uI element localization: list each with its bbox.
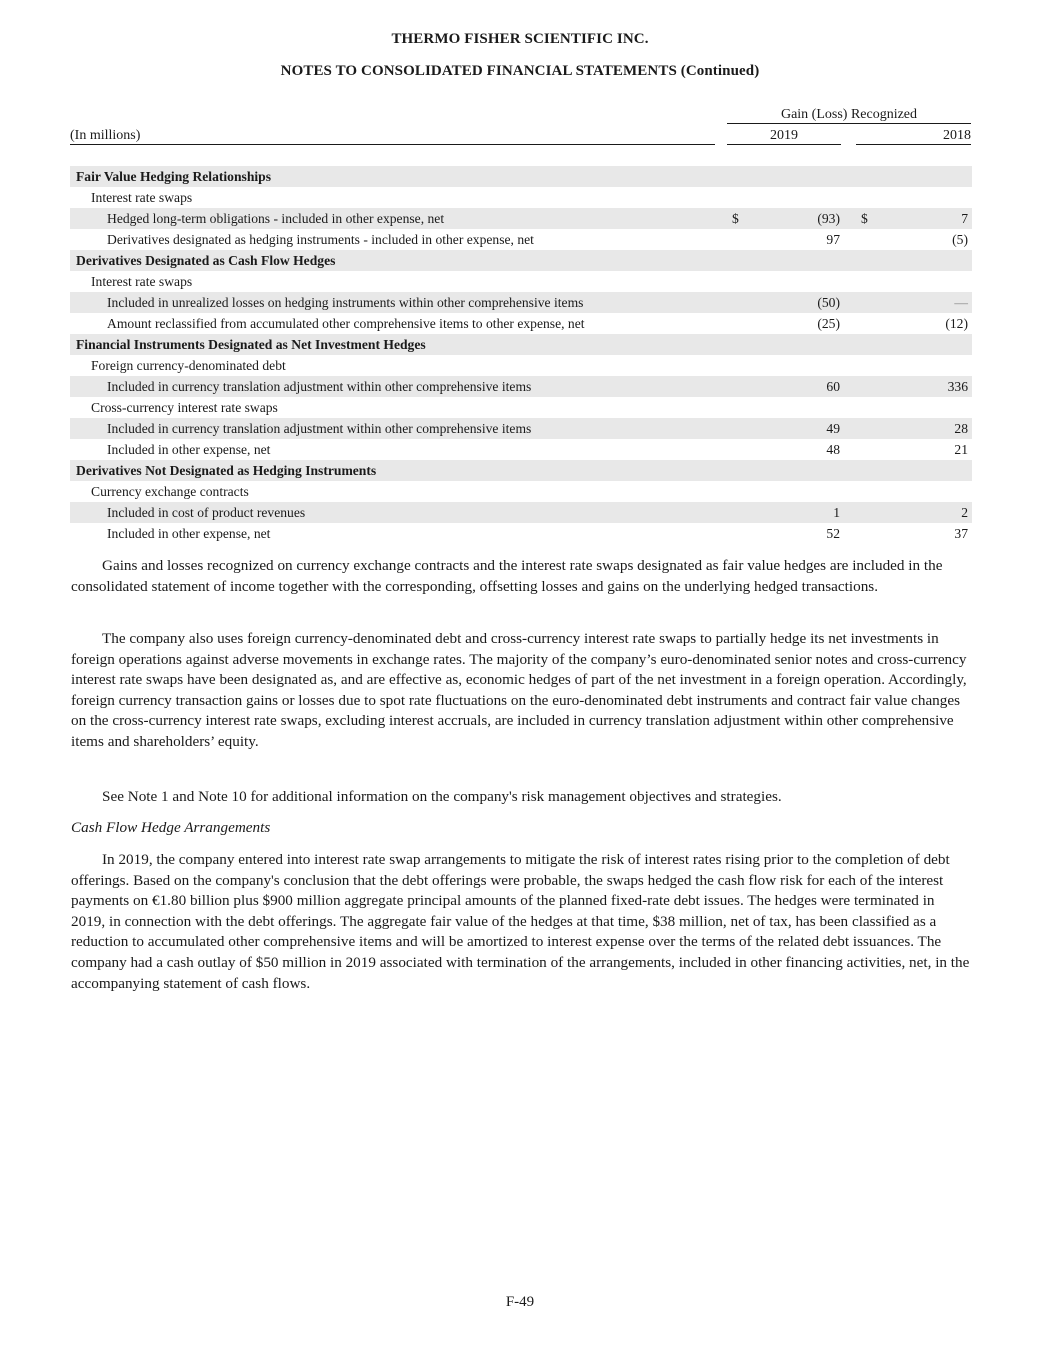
row-label: Cross-currency interest rate swaps [91, 400, 278, 415]
table-row-section [70, 166, 972, 187]
value-2018: 7 [961, 211, 968, 226]
value-2019: 49 [826, 421, 840, 436]
row-label: Included in unrealized losses on hedging instruments within other comprehensive items [107, 295, 584, 310]
table-row-group [70, 481, 972, 502]
value-2018: 336 [947, 379, 968, 394]
value-2018: 2 [961, 505, 968, 520]
paragraph-cash-flow-hedge [71, 850, 971, 994]
value-2018: 28 [954, 421, 968, 436]
row-label: Included in cost of product revenues [107, 505, 306, 520]
table-row-item [70, 292, 972, 313]
column-group-header: Gain (Loss) Recognized [727, 106, 971, 124]
paragraph-text: See Note 1 and Note 10 for additional information on the company's risk management objectives and strategies. [102, 788, 782, 805]
company-name: THERMO FISHER SCIENTIFIC INC. [391, 31, 649, 47]
value-2018: (5) [952, 232, 968, 247]
units-label: (In millions) [70, 127, 715, 145]
row-label: Derivatives Designated as Cash Flow Hedges [76, 253, 336, 268]
value-2018: 21 [954, 442, 968, 457]
currency-symbol-2019: $ [732, 211, 739, 226]
row-label: Included in other expense, net [107, 442, 271, 457]
row-label: Hedged long-term obligations - included in other expense, net [107, 211, 445, 226]
paragraph-text: In 2019, the company entered into interest rate swap arrangements to mitigate the risk of interest rates rising prior to the completion of debt offerings. Based on the company's conclusion that the debt offerings were probable, the swaps hedged the cash flow risk for each of the interest payments on €1.80 billion plus $900 million aggregate principal amounts of the planned fixed-rate debt issues. The hedges were terminated in 2019, in connection with the debt offerings. The aggregate fair value of the hedges at that time, $38 million, net of tax, has been classified as a reduction to accumulated other comprehensive items and will be amortized to interest expense over the terms of the related debt issuances. The company had a cash outlay of $50 million in 2019 associated with termination of the arrangements, included in other financing activities, net, in the accompanying statement of cash flows. [71, 851, 970, 992]
table-row-group [70, 355, 972, 376]
table-row-item [70, 208, 972, 229]
row-label: Included in other expense, net [107, 526, 271, 541]
value-2018: — [954, 295, 968, 310]
table-row-section [70, 460, 972, 481]
heading-text: Cash Flow Hedge Arrangements [71, 819, 271, 836]
value-2019: 97 [826, 232, 840, 247]
row-label: Financial Instruments Designated as Net Investment Hedges [76, 337, 426, 352]
value-2018: 37 [954, 526, 968, 541]
column-header-2019: 2019 [727, 127, 841, 145]
paragraph-net-investment-hedges [71, 629, 971, 753]
table-row-group [70, 271, 972, 292]
row-label: Derivatives designated as hedging instruments - included in other expense, net [107, 232, 534, 247]
value-2018: (12) [945, 316, 968, 331]
paragraph-see-note [71, 787, 971, 808]
row-label: Fair Value Hedging Relationships [76, 169, 272, 184]
row-label: Currency exchange contracts [91, 484, 249, 499]
table-row-section [70, 250, 972, 271]
paragraph-gains-losses [71, 556, 971, 597]
table-row-group [70, 397, 972, 418]
column-header-2018: 2018 [856, 127, 971, 145]
currency-symbol-2018: $ [861, 211, 868, 226]
table-row-item [70, 313, 972, 334]
table-body [70, 166, 972, 544]
value-2019: (50) [817, 295, 840, 310]
table-row-item [70, 418, 972, 439]
section-heading-cash-flow-hedge [71, 818, 971, 839]
row-label: Interest rate swaps [91, 190, 193, 205]
row-label: Derivatives Not Designated as Hedging Instruments [76, 463, 377, 478]
table-row-item [70, 439, 972, 460]
value-2019: 1 [833, 505, 840, 520]
table-row-group [70, 187, 972, 208]
table-row-item [70, 523, 972, 544]
table-row-item [70, 376, 972, 397]
value-2019: 52 [826, 526, 840, 541]
row-label: Included in currency translation adjustment within other comprehensive items [107, 379, 532, 394]
value-2019: 60 [826, 379, 840, 394]
row-label: Included in currency translation adjustment within other comprehensive items [107, 421, 532, 436]
paragraph-text: The company also uses foreign currency-denominated debt and cross-currency interest rate swaps to partially hedge its net investments in foreign operations against adverse movements in exchange rates. The majority of the company’s euro-denominated senior notes and cross-currency interest rate swaps have been designated as, and are effective as, economic hedges of part of the net investment in a foreign operation. Accordingly, foreign currency transaction gains or losses due to spot rate fluctuations on the euro-denominated debt instruments and contract fair value changes on the cross-currency interest rate swaps, excluding interest accruals, are included in currency translation adjustment within other comprehensive items and shareholders’ equity. [71, 630, 967, 750]
value-2019: (93) [817, 211, 840, 226]
page-number: F-49 [505, 1294, 535, 1310]
value-2019: (25) [817, 316, 840, 331]
row-label: Interest rate swaps [91, 274, 193, 289]
table-row-item [70, 229, 972, 250]
table-row-item [70, 502, 972, 523]
row-label: Foreign currency-denominated debt [91, 358, 286, 373]
table-row-section [70, 334, 972, 355]
paragraph-text: Gains and losses recognized on currency exchange contracts and the interest rate swaps designated as fair value hedges are included in the consolidated statement of income together with the corresponding, offsetting losses and gains on the underlying hedged transactions. [71, 557, 943, 595]
value-2019: 48 [826, 442, 840, 457]
page-subtitle: NOTES TO CONSOLIDATED FINANCIAL STATEMENTS (Continued) [280, 63, 760, 79]
row-label: Amount reclassified from accumulated other comprehensive items to other expense, net [107, 316, 585, 331]
